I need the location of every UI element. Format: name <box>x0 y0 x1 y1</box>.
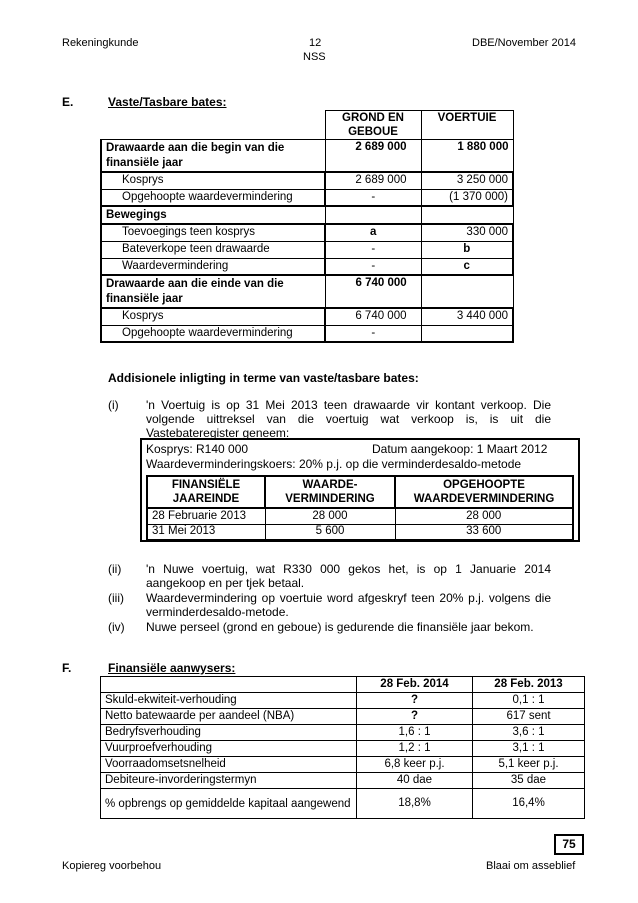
register-rate: Waardeverminderingskoers: 20% p.j. op die verminderdesaldo-metode <box>146 457 522 471</box>
header-level: NSS <box>303 51 326 63</box>
register-row-depr: 5 600 <box>265 524 395 540</box>
marks-box: 75 <box>554 834 584 855</box>
indicator-2013: 3,6 : 1 <box>473 725 585 741</box>
indicator-2014: 40 dae <box>357 773 473 789</box>
indicator-2014: ? <box>357 693 473 709</box>
fa-row-label: Opgehoopte waardevermindering <box>101 189 325 206</box>
register-col-depr-line1: WAARDE- <box>302 479 358 491</box>
register-purchase-date: Datum aangekoop: 1 Maart 2012 <box>372 442 548 456</box>
fa-row-vehicles: 330 000 <box>421 224 513 241</box>
fa-row-label: Toevoegings teen kosprys <box>101 224 325 241</box>
fa-row-vehicles: 1 880 000 <box>421 140 513 173</box>
item-number: (ii) <box>108 562 122 576</box>
item-number: (iii) <box>108 591 124 605</box>
register-col-year-end <box>147 476 265 508</box>
asset-register-extract <box>140 438 580 542</box>
section-e-label: E. <box>62 95 74 109</box>
indicator-2013: 5,1 keer p.j. <box>473 757 585 773</box>
header-page-number: 12 <box>309 37 322 49</box>
register-row-depr: 28 000 <box>265 508 395 524</box>
register-row-accum: 33 600 <box>395 524 573 540</box>
header-paper: DBE/November 2014 <box>472 37 576 49</box>
fa-row-label: Bateverkope teen drawaarde <box>101 241 325 258</box>
indicator-2013: 3,1 : 1 <box>473 741 585 757</box>
fa-row-vehicles: b <box>421 241 513 258</box>
indicator-label: Bedryfsverhouding <box>101 725 357 741</box>
item-text: 'n Nuwe voertuig, wat R330 000 gekos het, is op 1 Januarie 2014 aangekoop en per tjek betaal. <box>146 562 551 590</box>
register-col-depr-line2: VERMINDERING <box>285 493 375 505</box>
indicator-label: % opbrengs op gemiddelde kapitaal aangewend <box>101 789 357 819</box>
fa-row-vehicles: (1 370 000) <box>421 189 513 206</box>
register-cost: Kosprys: R140 000 <box>146 442 249 456</box>
indicator-2013: 35 dae <box>473 773 585 789</box>
fa-row-land: - <box>325 258 421 275</box>
indicator-label: Netto batewaarde per aandeel (NBA) <box>101 709 357 725</box>
fa-row-land: 2 689 000 <box>325 172 421 189</box>
fa-row-label: Waardevermindering <box>101 258 325 275</box>
item-text: 'n Voertuig is op 31 Mei 2013 teen drawaarde vir kontant verkoop. Die volgende uittreksel van die voertuig wat verkoop is, is uit die Vastebateregister geneem: <box>146 398 551 440</box>
fa-row-label: Drawaarde aan die einde van die finansiële jaar <box>101 275 325 308</box>
col-header-land: GROND EN GEBOUE <box>325 111 421 140</box>
fa-row-label: Kosprys <box>101 172 325 189</box>
item-number: (i) <box>108 398 119 412</box>
section-f-title: Finansiële aanwysers: <box>108 661 236 675</box>
register-col-year-end-line1: FINANSIËLE <box>171 479 241 491</box>
register-col-accum <box>395 476 573 508</box>
indicator-label: Skuld-ekwiteit-verhouding <box>101 693 357 709</box>
indicator-label: Voorraadomsetsnelheid <box>101 757 357 773</box>
section-e-title: Vaste/Tasbare bates: <box>108 95 227 109</box>
item-number: (iv) <box>108 620 125 634</box>
register-table <box>146 475 574 541</box>
fa-row-land: - <box>325 241 421 258</box>
fa-row-land: 6 740 000 <box>325 275 421 308</box>
fa-row-vehicles: 3 440 000 <box>421 308 513 325</box>
item-text: Waardevermindering op voertuie word afgeskryf teen 20% p.j. volgens die verminderdesaldo-metode. <box>146 591 551 619</box>
footer-copyright: Kopiereg voorbehou <box>62 860 162 872</box>
indicator-2014: 6,8 keer p.j. <box>357 757 473 773</box>
fa-row-land: - <box>325 189 421 206</box>
register-row-accum: 28 000 <box>395 508 573 524</box>
fixed-assets-table <box>100 110 514 343</box>
indicator-2014: 18,8% <box>357 789 473 819</box>
financial-indicators-table <box>100 676 585 819</box>
item-text: Nuwe perseel (grond en geboue) is gedurende die finansiële jaar bekom. <box>146 620 534 634</box>
fa-row-label: Opgehoopte waardevermindering <box>101 325 325 342</box>
fa-row-vehicles: c <box>421 258 513 275</box>
col-header-2013: 28 Feb. 2013 <box>473 677 585 693</box>
col-header-2014: 28 Feb. 2014 <box>357 677 473 693</box>
fa-row-label: Bewegings <box>101 206 325 224</box>
col-header-vehicles: VOERTUIE <box>421 111 513 140</box>
header-subject: Rekeningkunde <box>62 37 139 49</box>
footer-turn-over: Blaai om asseblief <box>486 860 576 872</box>
indicator-2013: 617 sent <box>473 709 585 725</box>
register-col-accum-line2: WAARDEVERMINDERING <box>413 493 555 505</box>
indicator-label: Debiteure-invorderingstermyn <box>101 773 357 789</box>
fa-row-land: - <box>325 325 421 342</box>
indicator-2014: 1,6 : 1 <box>357 725 473 741</box>
register-col-year-end-line2: JAAREINDE <box>172 493 240 505</box>
fa-row-vehicles: 3 250 000 <box>421 172 513 189</box>
indicator-2014: 1,2 : 1 <box>357 741 473 757</box>
indicator-2014: ? <box>357 709 473 725</box>
register-col-accum-line1: OPGEHOOPTE <box>443 479 525 491</box>
section-f-label: F. <box>62 661 72 675</box>
fa-row-label: Drawaarde aan die begin van die finansiële jaar <box>101 140 325 173</box>
fa-row-label: Kosprys <box>101 308 325 325</box>
indicator-2013: 16,4% <box>473 789 585 819</box>
indicator-2013: 0,1 : 1 <box>473 693 585 709</box>
fa-row-land: 6 740 000 <box>325 308 421 325</box>
register-col-depr <box>265 476 395 508</box>
register-row-year-end: 31 Mei 2013 <box>147 524 265 540</box>
fa-row-land: a <box>325 224 421 241</box>
additional-info-heading: Addisionele inligting in terme van vaste/tasbare bates: <box>108 371 419 385</box>
indicator-label: Vuurproefverhouding <box>101 741 357 757</box>
fa-row-land: 2 689 000 <box>325 140 421 173</box>
register-row-year-end: 28 Februarie 2013 <box>147 508 265 524</box>
